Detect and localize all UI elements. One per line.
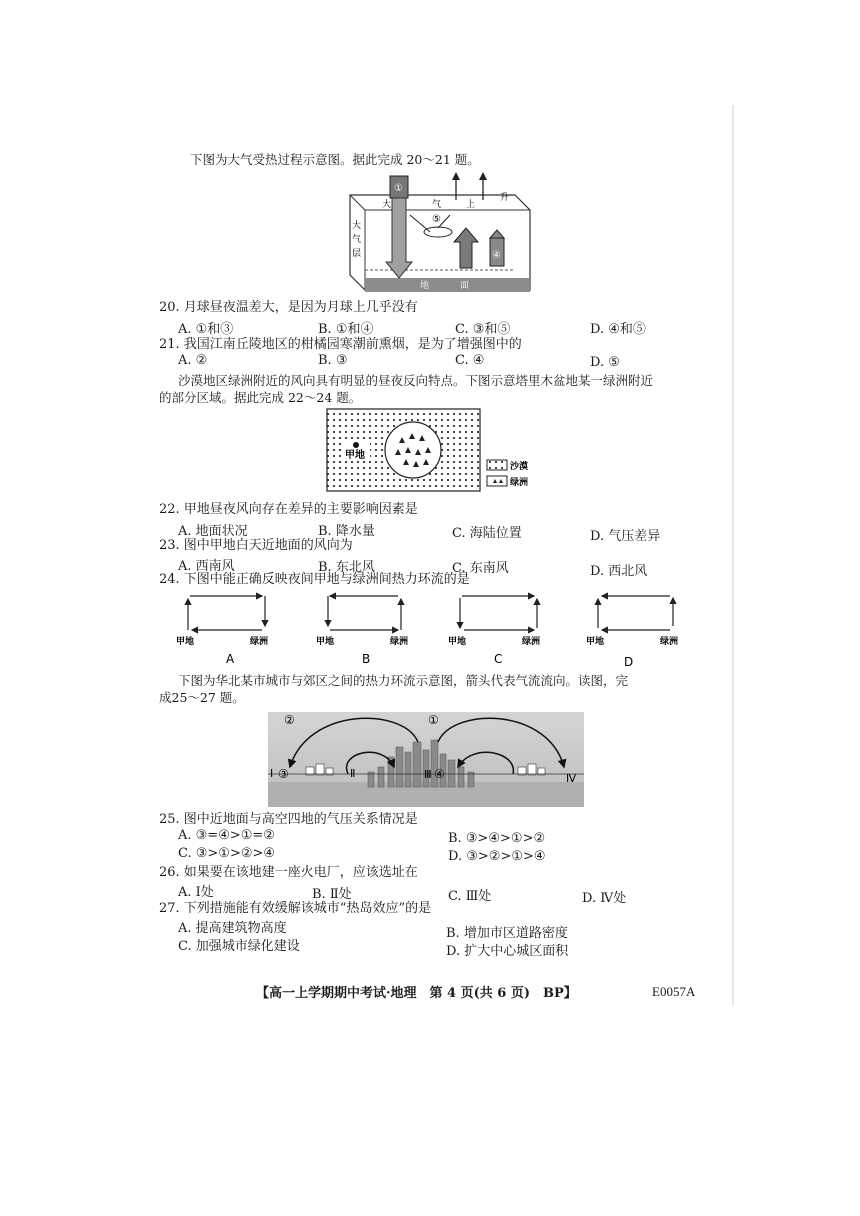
fig2-place-label: 甲地 — [345, 450, 365, 461]
fig1-label-4: ④ — [492, 250, 501, 261]
q20-option-d: D. ④和⑤ — [590, 322, 646, 337]
fig3-label-4: ④ — [434, 767, 445, 781]
q20-option-b: B. ①和④ — [318, 322, 374, 337]
intro-25-27-line2: 成25～27 题。 — [159, 690, 245, 705]
fig1-label-atm-1: 大 — [352, 221, 362, 231]
q24-a-right: 绿洲 — [250, 637, 269, 647]
q27-option-a: A. 提高建筑物高度 — [178, 921, 287, 936]
fig1-label-5: ⑤ — [432, 214, 441, 225]
exam-code: E0057A — [652, 984, 696, 999]
q21-option-a: A. ② — [178, 353, 208, 368]
q24-diagrams — [170, 588, 690, 668]
fig1-label-shang: 上 — [466, 200, 476, 210]
q26-option-b: B. Ⅱ处 — [312, 887, 352, 902]
page-edge — [732, 105, 734, 1005]
q24-a-left: 甲地 — [176, 637, 195, 647]
fig1-label-sheng: 升 — [500, 193, 510, 203]
q24-b-left: 甲地 — [316, 637, 335, 647]
atmosphere-heating-diagram — [340, 170, 535, 300]
q26-option-c: C. Ⅲ处 — [448, 889, 492, 904]
q26-stem: 26. 如果要在该地建一座火电厂，应该选址在 — [159, 865, 418, 880]
q23-option-d: D. 西北风 — [590, 564, 648, 579]
q25-stem: 25. 图中近地面与高空四地的气压关系情况是 — [159, 812, 418, 827]
intro-22-24-line2: 的部分区域。据此完成 22～24 题。 — [159, 390, 362, 405]
q24-stem: 24. 下图中能正确反映夜间甲地与绿洲间热力环流的是 — [159, 572, 470, 587]
fig3-label-IV: Ⅳ — [566, 772, 577, 785]
q24-diagram-c — [448, 596, 540, 666]
q21-option-c: C. ④ — [455, 353, 485, 368]
fig1-label-di: 地 — [420, 281, 430, 291]
q24-c-letter: C — [494, 652, 503, 666]
intro-20-21: 下图为大气受热过程示意图。据此完成 20～21 题。 — [190, 152, 480, 167]
q20-option-c: C. ③和⑤ — [455, 322, 511, 337]
page-footer: 【高一上学期期中考试·地理 第 4 页(共 6 页) BP】 — [256, 986, 577, 1001]
fig1-label-qi: 气 — [432, 200, 442, 210]
fig1-label-atm-3: 层 — [352, 249, 362, 259]
q20-option-a: A. ①和③ — [178, 322, 234, 337]
fig3-label-1: ① — [428, 713, 439, 727]
q24-a-letter: A — [226, 652, 235, 666]
q23-stem: 23. 图中甲地白天近地面的风向为 — [159, 538, 353, 553]
q24-d-letter: D — [624, 655, 634, 668]
q23-option-a: A. 西南风 — [178, 559, 235, 574]
q24-c-right: 绿洲 — [522, 637, 541, 647]
q24-diagram-a — [176, 596, 268, 666]
q24-c-left: 甲地 — [448, 637, 467, 647]
q22-stem: 22. 甲地昼夜风向存在差异的主要影响因素是 — [159, 502, 418, 517]
fig1-label-1: ① — [394, 183, 403, 194]
q25-option-b: B. ③>④>①>② — [448, 831, 546, 846]
q22-option-c: C. 海陆位置 — [452, 526, 522, 541]
fig2-legend-desert: 沙漠 — [510, 462, 529, 472]
q27-stem: 27. 下列措施能有效缓解该城市“热岛效应”的是 — [159, 901, 432, 916]
q25-option-d: D. ③>②>①>④ — [448, 849, 546, 864]
q26-option-d: D. Ⅳ处 — [582, 891, 627, 906]
q24-d-right: 绿洲 — [660, 637, 679, 647]
urban-heat-island-diagram — [268, 712, 584, 807]
intro-22-24-line1: 沙漠地区绿洲附近的风向具有明显的昼夜反向特点。下图示意塔里木盆地某一绿洲附近 — [178, 373, 654, 388]
q25-option-a: A. ③=④>①=② — [178, 828, 275, 843]
fig1-label-da: 大 — [382, 200, 392, 210]
fig3-label-3: ③ — [278, 767, 289, 781]
q27-option-c: C. 加强城市绿化建设 — [178, 939, 300, 954]
q24-d-left: 甲地 — [586, 637, 605, 647]
fig3-label-I: Ⅰ — [270, 767, 274, 780]
q24-diagram-d — [586, 596, 678, 668]
q25-option-c: C. ③>①>②>④ — [178, 846, 276, 861]
q21-stem: 21. 我国江南丘陵地区的柑橘园寒潮前熏烟，是为了增强图中的 — [159, 337, 522, 352]
q24-diagram-b — [316, 596, 408, 666]
q20-stem: 20. 月球昼夜温差大，是因为月球上几乎没有 — [159, 300, 418, 315]
q21-option-d: D. ⑤ — [590, 355, 620, 370]
q23-option-c: C. 东南风 — [452, 561, 509, 576]
q22-option-a: A. 地面状况 — [178, 524, 248, 539]
q27-option-d: D. 扩大中心城区面积 — [446, 944, 569, 959]
fig1-label-mian: 面 — [460, 281, 470, 291]
fig3-label-II: Ⅱ — [350, 767, 356, 780]
fig2-legend-oasis: 绿洲 — [510, 478, 529, 488]
fig3-label-III: Ⅲ — [424, 768, 432, 781]
q24-b-right: 绿洲 — [390, 637, 409, 647]
q22-option-b: B. 降水量 — [318, 524, 375, 539]
desert-oasis-map — [325, 405, 565, 495]
q24-b-letter: B — [362, 652, 371, 666]
q21-option-b: B. ③ — [318, 353, 348, 368]
intro-25-27-line1: 下图为华北某市城市与郊区之间的热力环流示意图，箭头代表气流流向。读图，完 — [178, 673, 629, 688]
fig3-label-2: ② — [284, 713, 295, 727]
q22-option-d: D. 气压差异 — [590, 529, 661, 544]
fig1-label-atm-2: 气 — [352, 235, 362, 245]
q23-option-b: B. 东北风 — [318, 560, 375, 575]
q27-option-b: B. 增加市区道路密度 — [446, 926, 568, 941]
q26-option-a: A. Ⅰ处 — [178, 885, 214, 900]
